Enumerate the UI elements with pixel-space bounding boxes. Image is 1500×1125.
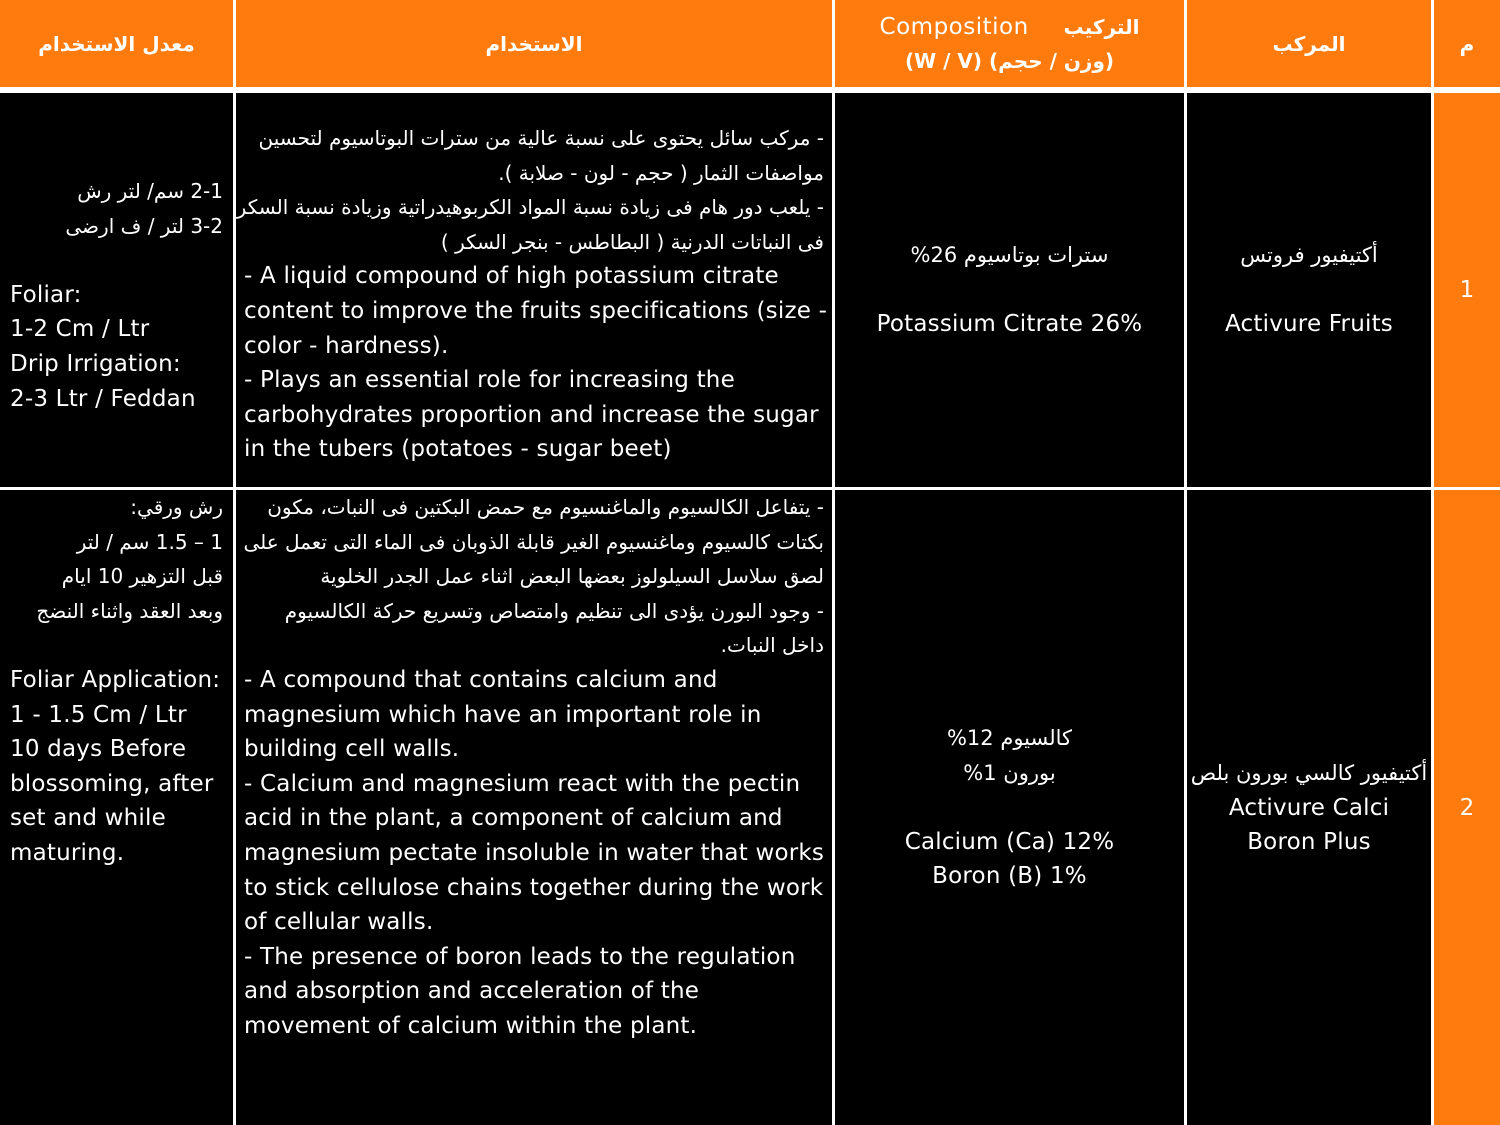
- row2-rate-en-3: 10 days Before: [10, 736, 187, 763]
- row2-usage-ar-1: - يتفاعل الكالسيوم والماغنسيوم مع حمض البكتين فى النبات، مكون: [267, 495, 824, 519]
- row2-rate-ar-3: قبل التزهير 10 ايام: [61, 564, 223, 589]
- row2-usage-en-1: - A compound that contains calcium and: [244, 666, 718, 693]
- row1-usage-en-2: content to improve the fruits specifications (size -: [244, 297, 828, 324]
- row2-rate-ar-4: وبعد العقد واثناء النضج: [36, 598, 223, 623]
- row2-usage-en-9: - The presence of boron leads to the regulation: [244, 943, 796, 970]
- header-num-label: م: [1459, 31, 1475, 56]
- row2-usage-ar-2: بكتات كالسيوم وماغنسيوم الغير قابلة الذوبان فى الماء التى تعمل على: [243, 529, 824, 554]
- row1-usage: [236, 93, 832, 487]
- row1-usage-en-3: color - hardness).: [244, 332, 449, 359]
- row1-num: [1434, 93, 1500, 487]
- header-composition: [835, 0, 1184, 87]
- row2-composition-en-1: Calcium (Ca) 12%: [904, 828, 1115, 855]
- row2-rate-en-6: maturing.: [10, 839, 125, 866]
- row1-rate-en-4: 2-3 Ltr / Feddan: [10, 385, 196, 412]
- header-num: [1434, 0, 1500, 87]
- row2-usage-en-11: movement of calcium within the plant.: [244, 1012, 698, 1039]
- row1-usage-en-5: carbohydrates proportion and increase the sugar: [244, 401, 819, 428]
- header-rate-label: معدل الاستخدام: [38, 31, 195, 56]
- row1-compound-en: Activure Fruits: [1225, 311, 1393, 338]
- row1-usage-ar-3: - يلعب دور هام فى زيادة نسبة المواد الكربوهيدراتية وزيادة نسبة السكر: [236, 195, 824, 220]
- header-compound-label: المركب: [1272, 31, 1346, 56]
- row1-usage-ar-4: فى النباتات الدرنية ( البطاطس - بنجر السكر ): [440, 229, 824, 254]
- row1-composition-ar: سترات بوتاسيوم 26%: [910, 243, 1109, 268]
- row2-composition-ar-2: بورون 1%: [963, 760, 1056, 785]
- row2-composition-en-2: Boron (B) 1%: [932, 863, 1087, 890]
- row1-usage-en-1: - A liquid compound of high potassium citrate: [244, 263, 779, 290]
- row2-usage-en-4: - Calcium and magnesium react with the pectin: [244, 770, 801, 797]
- row2-usage-ar-4: - وجود البورن يؤدى الى تنظيم وامتصاص وتسريع حركة الكالسيوم: [284, 598, 824, 623]
- row2-compound-ar: أكتيفيور كالسي بورون بلص: [1190, 761, 1428, 785]
- header-composition-unit: (وزن / حجم) (W / V): [904, 48, 1115, 73]
- row2-rate-en-5: set and while: [10, 805, 166, 832]
- row2-usage-en-10: and absorption and acceleration of the: [244, 978, 700, 1005]
- row2-usage-ar-3: لصق سلاسل السيلولوز بعضها البعض اثناء عمل الجدر الخلوية: [320, 564, 824, 589]
- row1-composition-en: Potassium Citrate 26%: [876, 311, 1143, 338]
- row2-usage: [236, 490, 832, 1125]
- header-usage-label: الاستخدام: [485, 31, 583, 56]
- row2-composition: [835, 490, 1184, 1125]
- row2-usage-en-2: magnesium which have an important role in: [244, 701, 762, 728]
- row2-usage-en-5: acid in the plant, a component of calcium and: [244, 805, 783, 832]
- row2-rate-ar-2: 1 – 1.5 سم / لتر: [76, 529, 223, 554]
- row2-usage-en-7: to stick cellulose chains together during the work: [244, 874, 824, 901]
- header-usage: [236, 0, 832, 87]
- row2-usage-en-3: building cell walls.: [244, 736, 460, 763]
- row2-rate: [0, 490, 233, 1125]
- row2-composition-ar-1: كالسيوم 12%: [946, 726, 1073, 750]
- header-rate: [0, 0, 233, 87]
- row1-num-label: 1: [1459, 277, 1475, 303]
- row2-usage-en-8: of cellular walls.: [244, 909, 434, 936]
- header-compound: [1187, 0, 1431, 87]
- row2-rate-en-4: blossoming, after: [10, 770, 214, 797]
- row1-rate-en-3: Drip Irrigation:: [10, 350, 181, 377]
- row2-rate-ar-1: رش ورقي:: [130, 495, 223, 519]
- row1-usage-en-6: in the tubers (potatoes - sugar beet): [244, 436, 672, 463]
- row2-num: [1434, 490, 1500, 1125]
- row1-rate-ar-1: 2-1 سم/ لتر رش: [77, 179, 223, 203]
- row2-usage-en-6: magnesium pectate insoluble in water that works: [244, 839, 825, 866]
- row1-compound: [1187, 93, 1431, 487]
- row1-composition: [835, 93, 1184, 487]
- row2-rate-en-1: Foliar Application:: [10, 666, 221, 693]
- row1-rate-en-2: 1-2 Cm / Ltr: [10, 316, 150, 343]
- row2-rate-en-2: 1 - 1.5 Cm / Ltr: [10, 701, 187, 728]
- row2-num-label: 2: [1459, 794, 1475, 821]
- row1-rate: [0, 93, 233, 487]
- row1-usage-ar-1: - مركب سائل يحتوى على نسبة عالية من سترات البوتاسيوم لتحسين: [258, 126, 824, 150]
- row1-usage-ar-2: مواصفات الثمار ( حجم - لون - صلابة ).: [498, 160, 824, 185]
- row1-rate-ar-2: 3-2 لتر / ف ارضى: [65, 213, 223, 238]
- row1-compound-ar: أكتيفيور فروتس: [1240, 243, 1378, 268]
- row1-rate-en-1: Foliar:: [10, 281, 82, 308]
- row2-compound-en-2: Boron Plus: [1247, 829, 1371, 856]
- row2-usage-ar-5: داخل النبات.: [720, 633, 824, 658]
- header-composition-ar: التركيب: [1063, 14, 1140, 39]
- row2-compound: [1187, 490, 1431, 1125]
- header-composition-en: Composition: [879, 13, 1029, 40]
- row2-compound-en-1: Activure Calci: [1228, 794, 1390, 821]
- row1-usage-en-4: - Plays an essential role for increasing the: [244, 367, 735, 394]
